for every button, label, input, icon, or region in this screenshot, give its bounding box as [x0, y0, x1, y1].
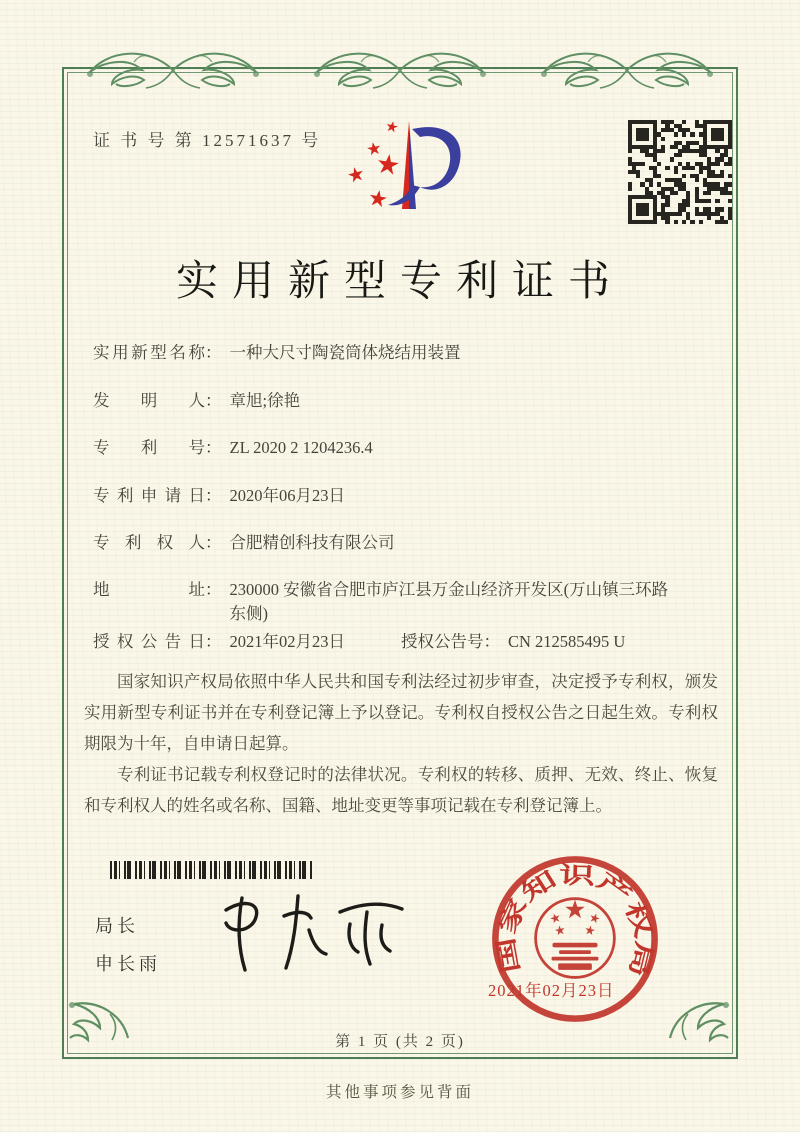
certificate-number: 证 书 号 第 12571637 号	[93, 131, 322, 150]
field-grant-date: 授权公告日 ： 2021年02月23日 授权公告号 ： CN 212585495 U	[93, 630, 625, 654]
director-block	[95, 912, 161, 988]
official-seal	[486, 850, 664, 1028]
director-signature	[212, 884, 417, 982]
legal-paragraph-1: 国家知识产权局依照中华人民共和国专利法经过初步审查，决定授予专利权，颁发实用新型专利证书并在专利登记簿上予以登记。专利权自授权公告之日起生效。专利权期限为十年，自申请日起算。	[84, 672, 718, 753]
ornament-top-left	[78, 42, 268, 98]
field-address: 地址 ： 230000 安徽省合肥市庐江县万金山经济开发区(万山镇三环路东侧)	[93, 580, 669, 623]
field-patentee: 专利权人 ： 合肥精创科技有限公司	[93, 533, 395, 552]
legal-paragraph-2: 专利证书记载专利权登记时的法律状况。专利权的转移、质押、无效、终止、恢复和专利权人的姓名或名称、国籍、地址变更等事项记载在专利登记簿上。	[84, 765, 718, 815]
certificate-title: 实用新型专利证书	[175, 259, 624, 305]
qr-code	[628, 120, 732, 224]
svg-text:国家知识产权局: 国家知识产权局	[494, 862, 657, 975]
ornament-top-center	[305, 42, 495, 98]
field-utility-model-name: 实用新型名称 ： 一种大尺寸陶瓷筒体烧结用装置	[93, 343, 461, 362]
seal-date: 2021年02月23日	[488, 981, 615, 1000]
barcode	[110, 861, 312, 879]
field-patent-number: 专利号 ： ZL 2020 2 1204236.4	[93, 438, 373, 457]
field-grant-number: 授权公告号 ： CN 212585495 U	[401, 632, 626, 651]
ornament-top-right	[532, 42, 722, 98]
legal-text	[84, 666, 718, 821]
director-name: 申长雨	[95, 954, 161, 974]
field-inventor: 发明人 ： 章旭;徐艳	[93, 391, 301, 410]
field-filing-date: 专利申请日 ： 2020年06月23日	[93, 486, 345, 505]
cnipa-logo-icon	[336, 113, 470, 227]
back-note: 其他事项参见背面	[325, 1084, 474, 1101]
page-indicator: 第 1 页 (共 2 页)	[335, 1034, 465, 1050]
director-title: 局长	[95, 916, 139, 936]
